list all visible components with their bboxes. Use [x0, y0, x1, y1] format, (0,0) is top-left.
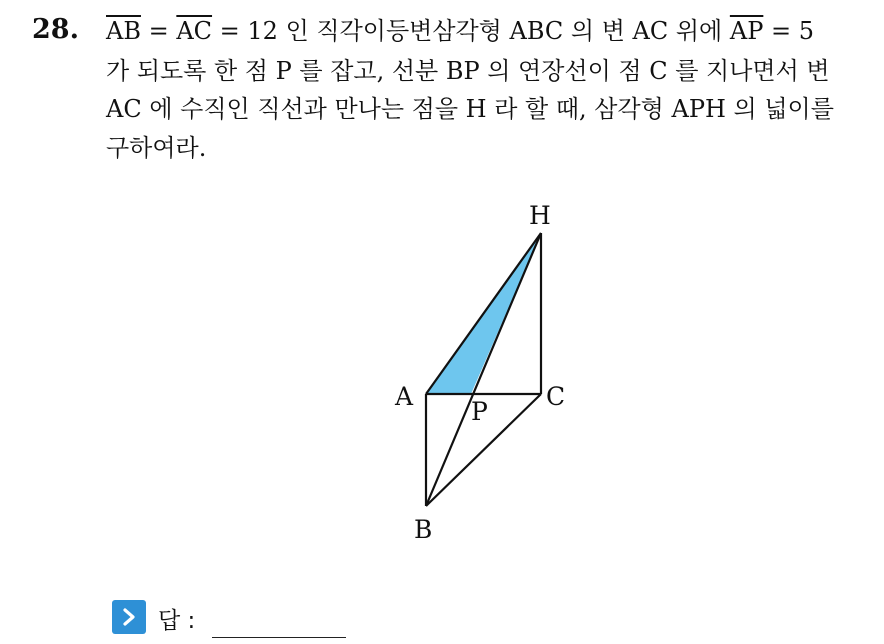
- question-line-4: 구하여라.: [106, 134, 207, 162]
- segment-ab: $\overline{AB}$: [106, 17, 141, 45]
- question-line-3: AC 에 수직인 직선과 만나는 점을 H 라 할 때, 삼각형 APH 의 넓이를: [106, 95, 834, 123]
- answer-blank-line[interactable]: [212, 637, 346, 638]
- label-p: P: [471, 397, 488, 426]
- question-number: 28.: [32, 14, 79, 45]
- question-text-end: = 5: [763, 17, 814, 45]
- triangle-diagram: [380, 195, 600, 555]
- question-line-2: 가 되도록 한 점 P 를 잡고, 선분 BP 의 연장선이 점 C 를 지나면서 변: [106, 57, 830, 85]
- segment-ap: $\overline{AP}$: [729, 17, 764, 45]
- question-text: = 12 인 직각이등변삼각형 ABC 의 변 AC 위에: [212, 17, 730, 45]
- equals: =: [140, 17, 177, 45]
- question-line-1: [106, 16, 814, 46]
- label-b: B: [414, 515, 433, 544]
- answer-label: 답 :: [158, 608, 196, 634]
- label-a: A: [395, 382, 414, 411]
- label-c: C: [546, 382, 566, 411]
- segment-ac: $\overline{AC}$: [176, 17, 213, 45]
- chevron-right-icon: [112, 600, 146, 634]
- label-h: H: [529, 201, 551, 230]
- triangle-figure: [380, 195, 600, 559]
